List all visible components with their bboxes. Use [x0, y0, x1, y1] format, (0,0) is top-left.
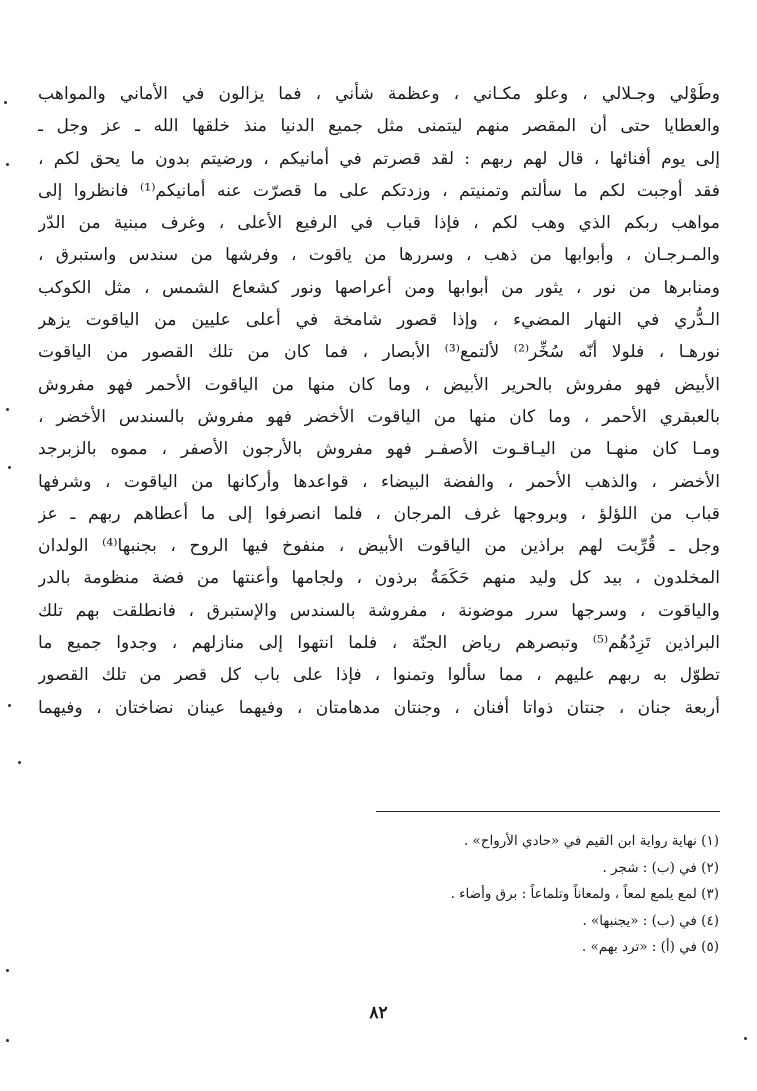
- page-number: ٨٢: [369, 1003, 388, 1023]
- body-line: فقد أوجبت لكم ما سألتم وتمنيتم ، وزدتكم على ما قصرّت عنه أمانيكم⁽¹⁾ فانظروا إلى: [38, 180, 720, 201]
- body-line: تطوّل به ربهم عليهم ، مما سألوا وتمنوا ، فإذا على باب كل قصر من تلك القصور: [38, 665, 720, 686]
- body-line: بالعبقري الأحمر ، وما كان منها من الياقوت الأخضر فهو مفروش بالسندس الأخضر ،: [38, 406, 720, 427]
- footnote: (١) نهاية رواية ابن القيم في «حادي الأرواح» .: [463, 833, 719, 849]
- body-line: وجل ـ قُرِّبت لهم براذين من الياقوت الأبيض ، منفوخ فيها الروح ، بجنبها⁽⁴⁾ الولدان: [38, 536, 720, 557]
- body-line: والمـرجـان ، وأبوابها من ذهب ، وسررها من ياقوت ، وفرشها من سندس واستبرق ،: [38, 245, 720, 266]
- body-line: والعطايا حتى أن المقصر منهم ليتمنى مثل جميع الدنيا منذ خلقها الله ـ عز وجل ـ: [38, 116, 720, 137]
- body-line: الأبيض فهو مفروش بالحرير الأبيض ، وما كان منها من الياقوت الأحمر فهو مفروش: [38, 374, 720, 395]
- footnote: (٣) لمع يلمع لمعاً ، ولمعاناً وتلماعاً : برق وأضاء .: [450, 886, 719, 902]
- body-line: البراذين تَزِدُهُم⁽⁵⁾ وتبصرهم رياض الجنّة ، فلما انتهوا إلى منازلهم ، وجدوا جميع ما: [38, 633, 720, 654]
- scan-speck: [8, 466, 11, 469]
- body-line: وطَوْلي وجـلالي ، وعلو مكـاني ، وعظمة شأني ، فما يزالون في الأماني والمواهب: [38, 84, 720, 104]
- scan-speck: [8, 704, 11, 707]
- footnote-divider: [376, 811, 720, 812]
- footnote: (٢) في (ب) : شجر .: [602, 859, 719, 876]
- body-line: والياقوت ، وسرجها سرر موضونة ، مفروشة بالسندس والإستبرق ، فانطلقت بهم تلك: [38, 600, 720, 621]
- footnote: (٤) في (ب) : «يجنبها» .: [582, 912, 719, 929]
- body-line: قباب من اللؤلؤ ، وبروجها غرف المرجان ، فلما انصرفوا إلى ما أعطاهم ربهم ـ عز: [38, 503, 720, 524]
- body-line: أربعة جنان ، جنتان ذواتا أفنان ، وجنتان مدهامتان ، وفيهما عينان نضاختان ، وفيهما: [38, 697, 720, 718]
- footnotes: [119, 828, 719, 961]
- body-line: الأخضر ، والذهب الأحمر ، والفضة البيضاء ، قواعدها وأركانها من الياقوت ، وشرفها: [38, 471, 720, 492]
- scan-speck: [6, 408, 9, 411]
- body-text: [38, 78, 720, 724]
- body-line: مواهب ربكم الذي وهب لكم ، فإذا قباب في الرفيع الأعلى ، وغرف مبنية من الدّر: [38, 213, 720, 234]
- body-line: ومنابرها من نور ، يثور من أبوابها ومن أعراصها ونور كشعاع الشمس ، مثل الكوكب: [38, 277, 720, 298]
- scan-speck: [6, 163, 9, 166]
- scan-speck: [4, 101, 7, 104]
- scan-speck: [744, 1037, 747, 1040]
- body-line: نورهـا ، فلولا أنّه سُخِّر⁽²⁾ لألتمع⁽³⁾ الأبصار ، فما كان من تلك القصور من الياقوت: [38, 342, 720, 363]
- body-line: المخلدون ، بيد كل وليد منهم حَكَمَةُ برذون ، ولجامها وأعنتها من فضة منظومة بالدر: [38, 568, 720, 589]
- body-line: ومـا كان منهـا من اليـاقـوت الأصفـر فهو مفروش بالأرجون الأصفر ، مموه بالزبرجد: [38, 439, 720, 460]
- body-line: الـدُّري في النهار المضيء ، وإذا قصور شامخة في أعلى عليين من الياقوت يزهر: [38, 310, 720, 331]
- scan-speck: [18, 761, 21, 764]
- footnote: (٥) في (أ) : «ترد بهم» .: [581, 939, 719, 955]
- scan-speck: [6, 1039, 9, 1042]
- body-line: إلى يوم أفنائها ، قال لهم ربهم : لقد قصرتم في أمانيكم ، ورضيتم بدون ما يحق لكم ،: [38, 148, 720, 169]
- scan-speck: [6, 969, 9, 972]
